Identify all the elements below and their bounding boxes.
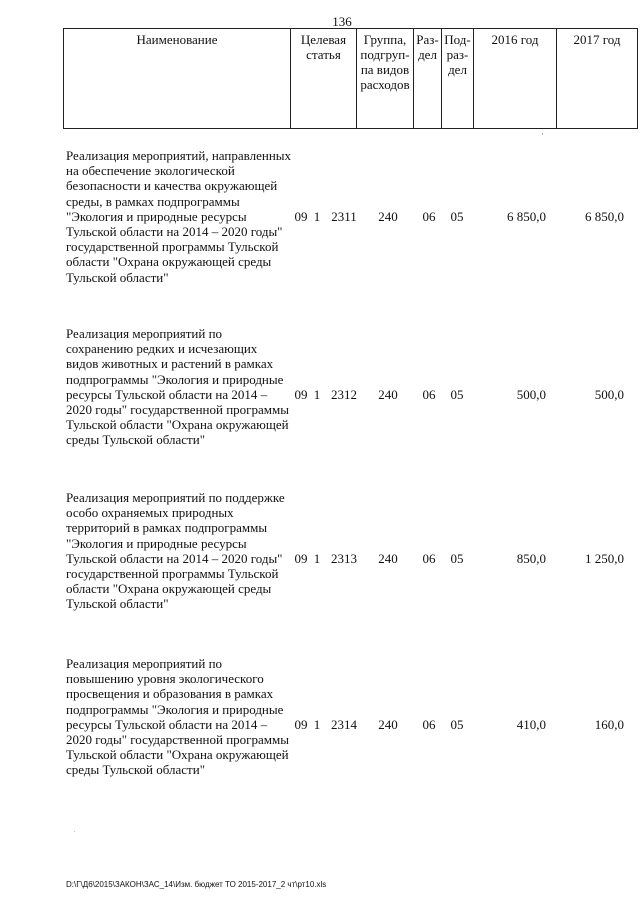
row-amount-2017: 6 850,0 — [585, 209, 624, 224]
row-name: Реализация мероприятий по повышению уровня экологического просвещения и образования в рамках подпрограммы "Экология и природные ресурсы Тульской области на 2014 – 2020 годы" государственной программы Тульской области "Охрана окружающей среды Тульской области" — [66, 656, 289, 778]
header-subsection: Под-раз-дел — [442, 29, 474, 128]
row-subsection: 05 — [450, 551, 464, 566]
row-program-code: 09 — [294, 551, 308, 566]
row-amount-2016: 6 850,0 — [507, 209, 546, 224]
row-amount-2017: 1 250,0 — [585, 551, 624, 566]
header-2017: 2017 год — [573, 32, 621, 47]
row-subprogram-code: 1 — [313, 209, 321, 224]
row-expense-group: 240 — [378, 387, 398, 402]
row-expense-group: 240 — [378, 551, 398, 566]
scan-dot: . — [74, 828, 76, 834]
table-header — [63, 28, 638, 129]
row-subsection: 05 — [450, 717, 464, 732]
row-subprogram-code: 1 — [313, 387, 321, 402]
header-target-article: Целевая статья — [291, 29, 357, 128]
row-article-code: 2311 — [331, 209, 357, 224]
row-article-code: 2313 — [331, 551, 357, 566]
row-program-code: 09 — [294, 209, 308, 224]
row-section: 06 — [422, 209, 436, 224]
row-article-code: 2314 — [331, 717, 357, 732]
table-row — [0, 490, 640, 630]
row-subsection: 05 — [450, 209, 464, 224]
row-article-code: 2312 — [331, 387, 357, 402]
table-row — [0, 326, 640, 466]
footer-file-path: D:\Г\Д6\2015\ЗАКОН\ЗАС_14\Изм. бюджет ТО 2015-2017_2 чт\рт10.xls — [66, 880, 327, 889]
row-section: 06 — [422, 717, 436, 732]
row-program-code: 09 — [294, 717, 308, 732]
row-expense-group: 240 — [378, 717, 398, 732]
row-amount-2017: 160,0 — [594, 717, 624, 732]
table-row — [0, 148, 640, 288]
row-program-code: 09 — [294, 387, 308, 402]
row-subsection: 05 — [450, 387, 464, 402]
row-subprogram-code: 1 — [313, 551, 321, 566]
row-name: Реализация мероприятий, направленных на обеспечение экологической безопасности и качества окружающей среды, в рамках подпрограммы "Экология и природные ресурсы Тульской области на 2014 – 2020 годы" государственной программы Тульской области "Охрана окружающей среды Тульской области" — [66, 148, 292, 285]
row-section: 06 — [422, 387, 436, 402]
scan-mark: · — [541, 130, 544, 139]
header-section: Раз-дел — [414, 29, 442, 128]
row-subprogram-code: 1 — [313, 717, 321, 732]
header-2016: 2016 год — [474, 29, 557, 128]
row-section: 06 — [422, 551, 436, 566]
row-amount-2016: 850,0 — [516, 551, 546, 566]
row-expense-group: 240 — [378, 209, 398, 224]
header-group: Группа, подгруп-па видов расходов — [357, 29, 414, 128]
header-name: Наименование — [64, 29, 291, 128]
row-name: Реализация мероприятий по поддержке особо охраняемых природных территорий в рамках подпрограммы "Экология и природные ресурсы Тульской области на 2014 – 2020 годы" государственной программы Тульской области "Охрана окружающей среды Тульской области" — [66, 490, 285, 612]
row-amount-2016: 410,0 — [516, 717, 546, 732]
row-name: Реализация мероприятий по сохранению редких и исчезающих видов животных и растений в рамках подпрограммы "Экология и природные ресурсы Тульской области на 2014 – 2020 годы" государственной программы Тульской области "Охрана окружающей среды Тульской области" — [66, 326, 289, 448]
table-row — [0, 656, 640, 796]
row-amount-2016: 500,0 — [516, 387, 546, 402]
page-number: 136 — [332, 14, 352, 29]
row-amount-2017: 500,0 — [594, 387, 624, 402]
